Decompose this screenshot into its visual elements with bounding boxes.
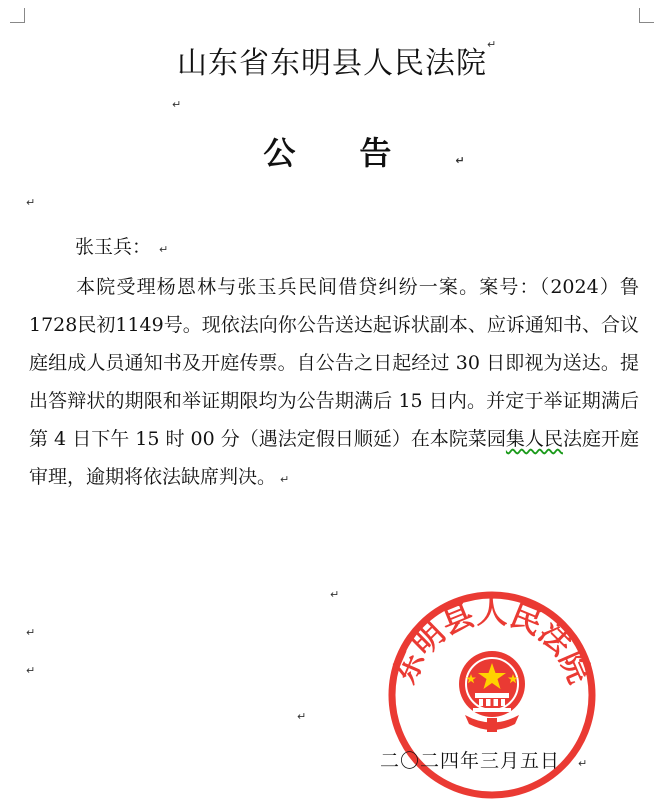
paragraph-mark: ↵ xyxy=(487,38,498,51)
paragraph-mark: ↵ xyxy=(297,710,307,723)
paragraph-mark: ↵ xyxy=(26,626,36,639)
paragraph-mark: ↵ xyxy=(455,154,465,167)
paragraph-mark: ↵ xyxy=(26,196,36,209)
notice-body xyxy=(29,268,639,499)
notice-heading: 公告↵ xyxy=(263,134,465,172)
addressee: 张玉兵： ↵ xyxy=(75,236,169,258)
seal-text: 东明县人民法院 xyxy=(387,595,597,689)
paragraph-mark: ↵ xyxy=(280,473,290,486)
paragraph-mark: ↵ xyxy=(26,664,36,677)
paragraph-mark: ↵ xyxy=(159,243,169,256)
margin-corner-top-right xyxy=(639,8,654,23)
margin-corner-top-left xyxy=(10,8,25,23)
paragraph-mark: ↵ xyxy=(330,588,340,601)
court-title: 山东省东明县人民法院 ↵ xyxy=(177,38,498,81)
paragraph-mark: ↵ xyxy=(578,757,589,770)
issue-date: 二〇二四年三月五日 ↵ xyxy=(380,750,589,772)
body-main-text: 本院受理杨恩林与张玉兵民间借贷纠纷一案。案号：（2024）鲁1728民初1149号。现依法向你公告送达起诉状副本、应诉通知书、合议庭组成人员通知书及开庭传票。自公告之日起经过 30 日即视为送达。提出答辩状的期限和举证期限均为公告期满后 15 日内。并定于举证期满后第 4 日下午 15 时 00 分（遇法定假日顺延）在本院菜园 xyxy=(29,276,639,450)
body-end-text: 法庭开庭审理，逾期将依法缺席判决。 xyxy=(29,428,639,488)
national-emblem-icon xyxy=(459,651,525,732)
underlined-court-name: 集人民 xyxy=(505,428,563,450)
paragraph-mark: ↵ xyxy=(172,98,182,111)
